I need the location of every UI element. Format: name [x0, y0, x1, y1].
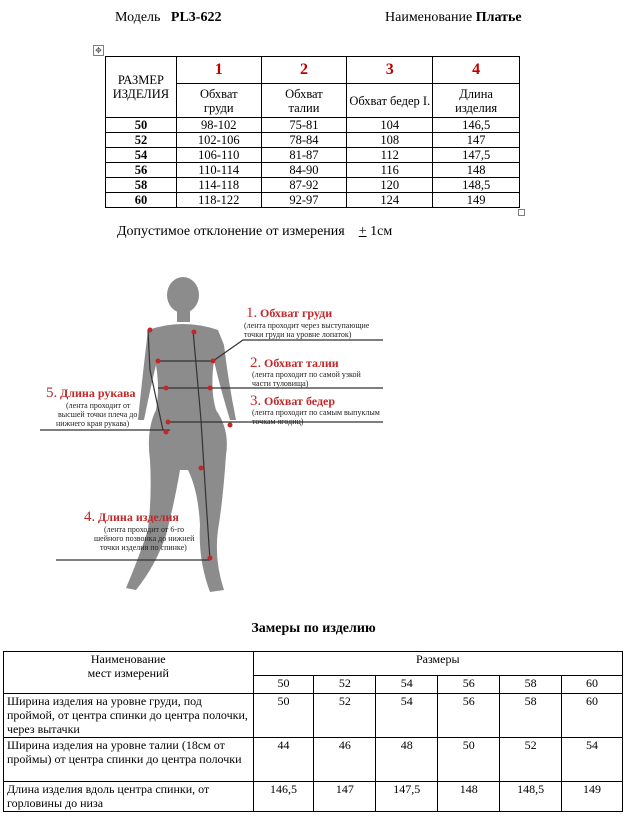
- svg-text:точкам ягодиц): точкам ягодиц): [252, 417, 304, 426]
- col-number: 4: [433, 57, 520, 84]
- svg-text:Обхват талии: Обхват талии: [264, 356, 339, 370]
- name-value: Платье: [475, 10, 522, 25]
- table-row: 50 98-102 75-81 104 146,5: [106, 118, 520, 133]
- table-row: 58 114-118 87-92 120 148,5: [106, 178, 520, 193]
- table-row: 60 118-122 92-97 124 149: [106, 193, 520, 208]
- tolerance-sign: +: [358, 224, 367, 239]
- size-col: 58: [500, 676, 562, 694]
- label-waist: [250, 355, 361, 388]
- table-row: Ширина изделия на уровне талии (18см от проймы) от центра спинки до центра полочки 44 46 48 50 52 54: [4, 738, 623, 782]
- svg-text:4.: 4.: [84, 509, 96, 525]
- col-header: Обхват груди: [176, 84, 261, 118]
- measurements-table: [3, 651, 623, 812]
- tolerance-text: Допустимое отклонение от измерения: [117, 224, 345, 239]
- table-row: Длина изделия вдоль центра спинки, от горловины до низа 146,5 147 147,5 148 148,5 149: [4, 782, 623, 812]
- size-col: 50: [253, 676, 314, 694]
- col-header: Длина изделия: [433, 84, 520, 118]
- product-name-line: [385, 10, 522, 26]
- svg-text:нижнего края рукава): нижнего края рукава): [56, 419, 130, 428]
- col-number: 1: [176, 57, 261, 84]
- label-chest: [244, 305, 370, 339]
- svg-text:(лента проходит по самым выпук: (лента проходит по самым выпуклым: [252, 408, 380, 417]
- label-length: [84, 509, 195, 552]
- table-move-handle-icon[interactable]: ✥: [93, 45, 104, 56]
- svg-text:Длина изделия: Длина изделия: [98, 510, 179, 524]
- svg-text:1.: 1.: [246, 305, 258, 321]
- svg-text:5.: 5.: [46, 385, 58, 401]
- tolerance-value: 1см: [370, 224, 393, 239]
- col-number: 3: [347, 57, 433, 84]
- table-row: 56 110-114 84-90 116 148: [106, 163, 520, 178]
- size-table: [105, 56, 520, 208]
- table-resize-handle[interactable]: [518, 209, 525, 216]
- svg-text:Обхват бедер: Обхват бедер: [264, 394, 336, 408]
- sizes-header: Размеры: [253, 652, 622, 676]
- measure-name-header: Наименование мест измерений: [4, 652, 254, 694]
- tolerance-line: [117, 224, 392, 240]
- measure-name: Ширина изделия на уровне талии (18см от проймы) от центра спинки до центра полочки: [4, 738, 254, 782]
- size-header: РАЗМЕР ИЗДЕЛИЯ: [112, 73, 170, 101]
- svg-text:части туловища): части туловища): [252, 379, 309, 388]
- label-sleeve: [46, 385, 137, 428]
- measurement-figure: [38, 270, 438, 600]
- label-hips: [250, 393, 380, 426]
- svg-text:(лента проходит от: (лента проходит от: [66, 401, 131, 410]
- col-header: Обхват талии: [261, 84, 347, 118]
- measurements-title: Замеры по изделию: [251, 621, 376, 636]
- svg-text:2.: 2.: [250, 355, 262, 371]
- svg-text:(лента проходит от 6-го: (лента проходит от 6-го: [104, 525, 185, 534]
- col-number: 2: [261, 57, 347, 84]
- table-row: 54 106-110 81-87 112 147,5: [106, 148, 520, 163]
- svg-text:(лента проходит через выступаю: (лента проходит через выступающие: [244, 321, 370, 330]
- svg-text:точки изделия по спинке): точки изделия по спинке): [100, 543, 187, 552]
- col-header: Обхват бедер I.: [347, 84, 433, 118]
- svg-text:точки груди на уровне лопаток): точки груди на уровне лопаток): [244, 330, 352, 339]
- svg-text:высшей точки плеча до: высшей точки плеча до: [58, 410, 138, 419]
- size-col: 60: [562, 676, 623, 694]
- table-row: Ширина изделия на уровне груди, под проймой, от центра спинки до центра полочки, через вытачки 50 52 54 56 58 60: [4, 694, 623, 738]
- model-line: [115, 10, 221, 26]
- table-row: 52 102-106 78-84 108 147: [106, 133, 520, 148]
- model-label: Модель: [115, 10, 161, 25]
- size-col: 56: [438, 676, 500, 694]
- measure-name: Длина изделия вдоль центра спинки, от горловины до низа: [4, 782, 254, 812]
- svg-text:(лента проходит по самой узкой: (лента проходит по самой узкой: [252, 370, 361, 379]
- model-value: PL3-622: [170, 10, 222, 25]
- size-col: 54: [376, 676, 438, 694]
- size-col: 52: [314, 676, 376, 694]
- measure-name: Ширина изделия на уровне груди, под проймой, от центра спинки до центра полочки, через вытачки: [4, 694, 254, 738]
- svg-text:шейного позвонка до нижней: шейного позвонка до нижней: [94, 534, 195, 543]
- size-header-cell: [106, 57, 177, 118]
- name-label: Наименование: [385, 10, 473, 25]
- svg-text:Длина рукава: Длина рукава: [60, 386, 136, 400]
- svg-text:3.: 3.: [250, 393, 262, 409]
- svg-text:Обхват груди: Обхват груди: [260, 306, 333, 320]
